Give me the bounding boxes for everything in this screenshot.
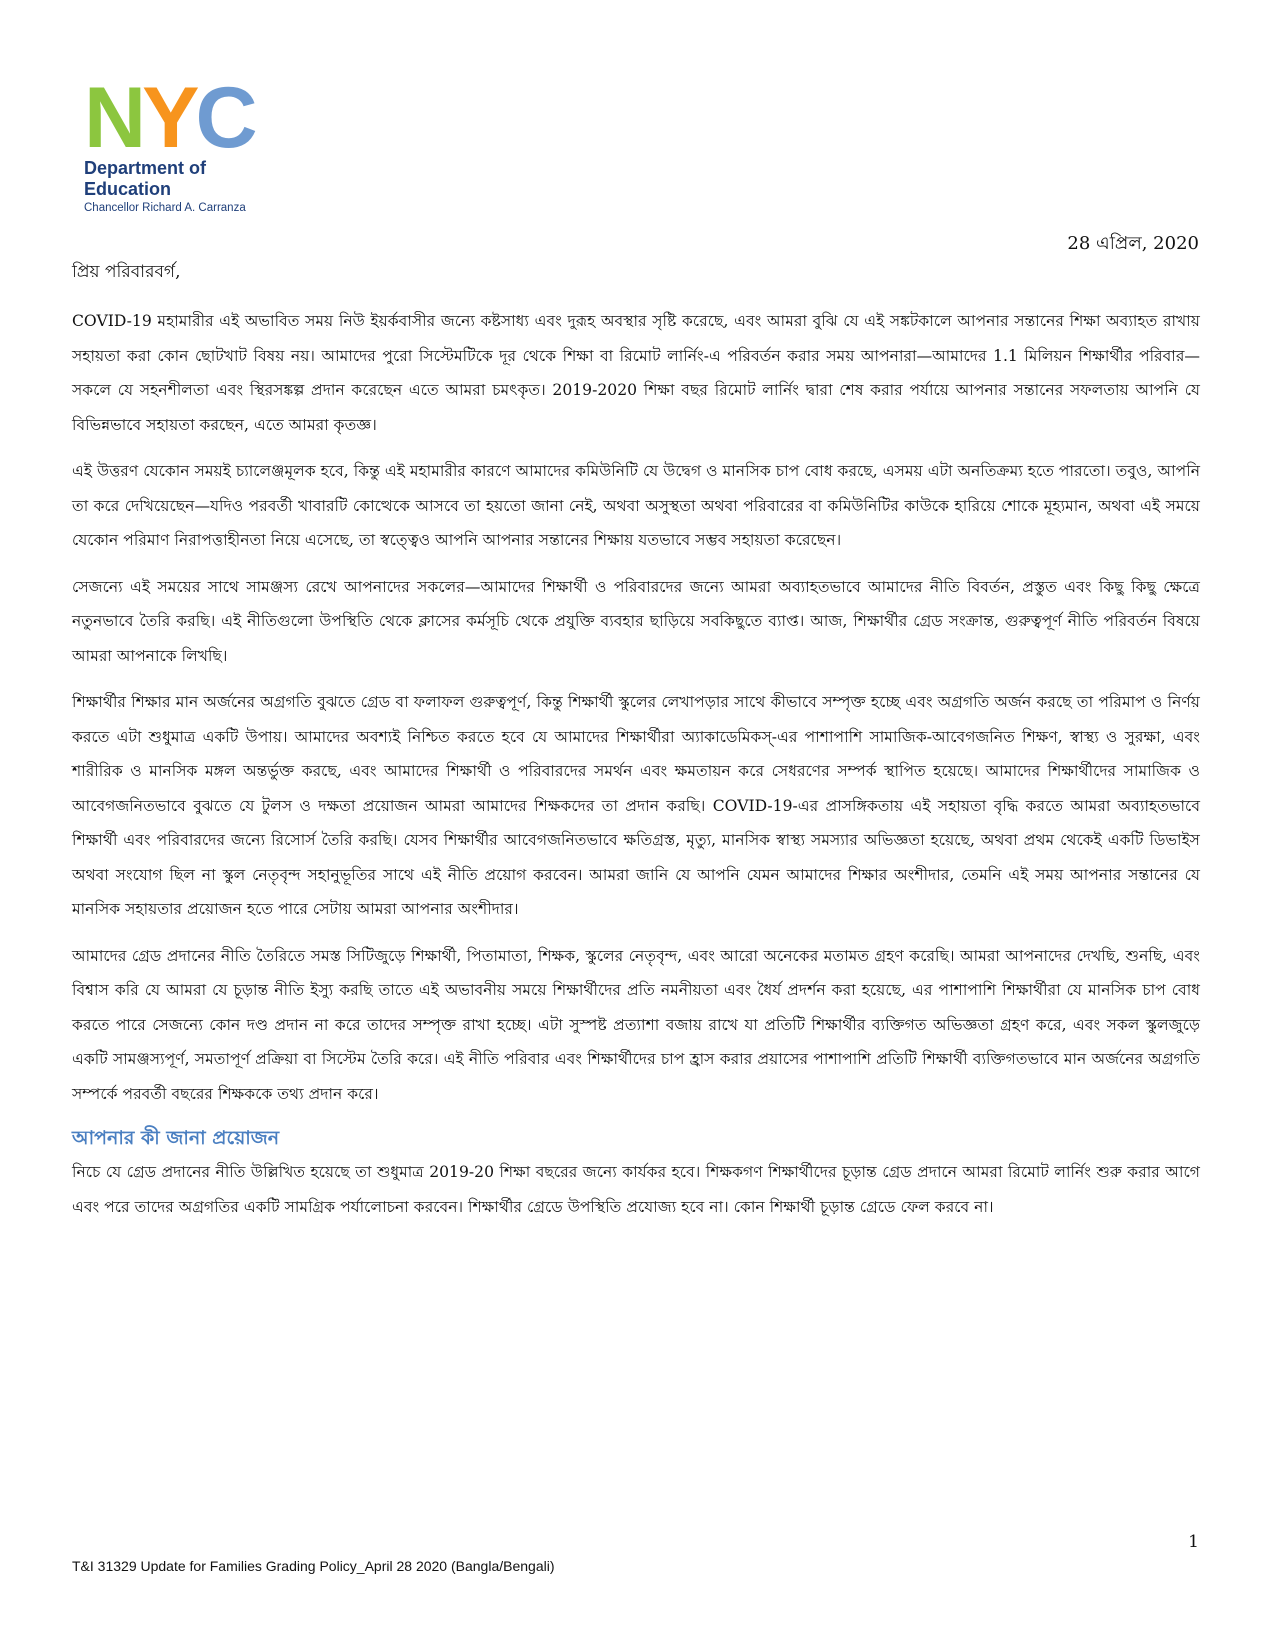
page-number: 1 [1188,1532,1199,1552]
logo-letters [84,70,294,166]
section-paragraph: নিচে যে গ্রেড প্রদানের নীতি উল্লিখিত হয়েছে তা শুধুমাত্র 2019-20 শিক্ষা বছরের জন্যে কার্যকর হবে। শিক্ষকগণ শিক্ষার্থীদের চূড়ান্ত গ্রেড প্রদানে আমরা রিমোট লার্নিং শুরু করার আগে এবং পরে তাদের অগ্রগতির একটি সামগ্রিক পর্যালোচনা করবেন। শিক্ষার্থীর গ্রেডে উপস্থিতি প্রযোজ্য হবে না। কোন শিক্ষার্থী চূড়ান্ত গ্রেডে ফেল করবে না। [72,1163,1200,1216]
paragraph: শিক্ষার্থীর শিক্ষার মান অর্জনের অগ্রগতি বুঝতে গ্রেড বা ফলাফল গুরুত্বপূর্ণ, কিন্তু শিক্ষার্থী স্কুলের লেখাপড়ার সাথে কীভাবে সম্পৃক্ত হচ্ছে এবং অগ্রগতি অর্জন করছে তা পরিমাপ ও নির্ণয় করতে এটা শুধুমাত্র একটি উপায়। আমাদের অবশ্যই নিশ্চিত করতে হবে যে আমাদের শিক্ষার্থীরা অ্যাকাডেমিকস্-এর পাশাপাশি সামাজিক-আবেগজনিত শিক্ষণ, স্বাস্থ্য ও সুরক্ষা, এবং শারীরিক ও মানসিক মঙ্গল অন্তর্ভুক্ত করছে, এবং আমাদের শিক্ষার্থী ও পরিবারদের সমর্থন এবং ক্ষমতায়ন করে সেধরণের সম্পর্ক স্থাপিত হয়েছে। আমাদের শিক্ষার্থীদের সামাজিক ও আবেগজনিতভাবে বুঝতে যে টুলস ও দক্ষতা প্রয়োজন আমরা আমাদের শিক্ষকদের তা প্রদান করছি। COVID-19-এর প্রাসঙ্গিকতায় এই সহায়তা বৃদ্ধি করতে আমরা অব্যাহতভাবে শিক্ষার্থী এবং পরিবারদের জন্যে রিসোর্স তৈরি করছি। যেসব শিক্ষার্থীর আবেগজনিতভাবে ক্ষতিগ্রস্ত, মৃত্যু, মানসিক স্বাস্থ্য সমস্যার অভিজ্ঞতা হয়েছে, অথবা প্রথম থেকেই একটি ডিভাইস অথবা সংযোগ ছিল না স্কুল নেতৃবৃন্দ সহানুভূতির সাথে এই নীতি প্রয়োগ করবেন। আমরা জানি যে আপনি যেমন আমাদের শিক্ষার অংশীদার, তেমনি এই সময় আপনার সন্তানের যে মানসিক সহায়তার প্রয়োজন হতে পারে সেটায় আমরা আপনার অংশীদার। [72,693,1200,918]
paragraph: আমাদের গ্রেড প্রদানের নীতি তৈরিতে সমস্ত সিটিজুড়ে শিক্ষার্থী, পিতামাতা, শিক্ষক, স্কুলের নেতৃবৃন্দ, এবং আরো অনেকের মতামত গ্রহণ করেছি। আমরা আপনাদের দেখছি, শুনছি, এবং বিশ্বাস করি যে আমরা যে চূড়ান্ত নীতি ইস্যু করছি তাতে এই অভাবনীয় সময়ে শিক্ষার্থীদের প্রতি নমনীয়তা এবং ধৈর্য প্রদর্শন করা হয়েছে, এর পাশাপাশি শিক্ষার্থীরা যে মানসিক চাপ বোধ করতে পারে সেজন্যে কোন দণ্ড প্রদান না করে তাদের সম্পৃক্ত রাখা হচ্ছে। এটা সুস্পষ্ট প্রত্যাশা বজায় রাখে যা প্রতিটি শিক্ষার্থীর ব্যক্তিগত অভিজ্ঞতা গ্রহণ করে, এবং সকল স্কুলজুড়ে একটি সামঞ্জস্যপূর্ণ, সমতাপূর্ণ প্রক্রিয়া বা সিস্টেম তৈরি করে। এই নীতি পরিবার এবং শিক্ষার্থীদের চাপ হ্রাস করার প্রয়াসের পাশাপাশি প্রতিটি শিক্ষার্থী ব্যক্তিগতভাবে মান অর্জনের অগ্রগতি সম্পর্কে পরবর্তী বছরের শিক্ষককে তথ্য প্রদান করে। [72,946,1201,1103]
logo-letter-c: C [195,70,254,166]
logo-subtitle: Chancellor Richard A. Carranza [84,202,246,214]
greeting: প্রিয় পরিবারবর্গ, [72,262,181,282]
section-heading: আপনার কী জানা প্রয়োজন [72,1127,280,1149]
logo-letter-n: N [84,70,143,166]
logo-letter-y: Y [142,70,196,166]
logo-name-line1: Department of [84,158,207,178]
letter-date: 28 এপ্রিল, 2020 [1067,233,1199,254]
footer-document-id: T&I 31329 Update for Families Grading Policy_April 28 2020 (Bangla/Bengali) [72,1558,555,1574]
letter-body [72,256,1200,1236]
logo-name-line2: Education [84,179,172,199]
nyc-doe-logo [84,70,294,214]
paragraph: COVID-19 মহামারীর এই অভাবিত সময় নিউ ইয়র্কবাসীর জন্যে কষ্টসাধ্য এবং দুরূহ অবস্থার সৃষ্টি করেছে, এবং আমরা বুঝি যে এই সঙ্কটকালে আপনার সন্তানের শিক্ষা অব্যাহত রাখায় সহায়তা করা কোন ছোটখাট বিষয় নয়। আমাদের পুরো সিস্টেমটিকে দূর থেকে শিক্ষা বা রিমোট লার্নিং-এ পরিবর্তন করার সময় আপনারা—আমাদের 1.1 মিলিয়ন শিক্ষার্থীর পরিবার—সকলে যে সহনশীলতা এবং স্থিরসঙ্কল্প প্রদান করেছেন এতে আমরা চমৎকৃত। 2019-2020 শিক্ষা বছর রিমোট লার্নিং দ্বারা শেষ করার পর্যায়ে আপনার সন্তানের সফলতায় আপনি যে বিভিন্নভাবে সহায়তা করছেন, এতে আমরা কৃতজ্ঞ। [72,312,1200,434]
paragraph: সেজন্যে এই সময়ের সাথে সামঞ্জস্য রেখে আপনাদের সকলের—আমাদের শিক্ষার্থী ও পরিবারদের জন্যে আমরা অব্যাহতভাবে আমাদের নীতি বিবর্তন, প্রস্তুত এবং কিছু কিছু ক্ষেত্রে নতুনভাবে তৈরি করছি। এই নীতিগুলো উপস্থিতি থেকে ক্লাসের কর্মসূচি থেকে প্রযুক্তি ব্যবহার ছাড়িয়ে সবকিছুতে ব্যাপ্ত। আজ, শিক্ষার্থীর গ্রেড সংক্রান্ত, গুরুত্বপূর্ণ নীতি পরিবর্তন বিষয়ে আমরা আপনাকে লিখছি। [72,577,1200,665]
paragraph: এই উত্তরণ যেকোন সময়ই চ্যালেঞ্জমূলক হবে, কিন্তু এই মহামারীর কারণে আমাদের কমিউনিটি যে উদ্বেগ ও মানসিক চাপ বোধ করছে, এসময় এটা অনতিক্রম্য হতে পারতো। তবুও, আপনি তা করে দেখিয়েছেন—যদিও পরবর্তী খাবারটি কোত্থেকে আসবে তা হয়তো জানা নেই, অথবা অসুস্থতা অথবা পরিবারের বা কমিউনিটির কাউকে হারিয়ে শোকে মূহ্যমান, অথবা এই সময়ে যেকোন পরিমাণ নিরাপত্তাহীনতা নিয়ে এসেছে, তা স্বত্ত্বেও আপনি আপনার সন্তানের শিক্ষায় যতভাবে সম্ভব সহায়তা করেছেন। [72,462,1200,549]
